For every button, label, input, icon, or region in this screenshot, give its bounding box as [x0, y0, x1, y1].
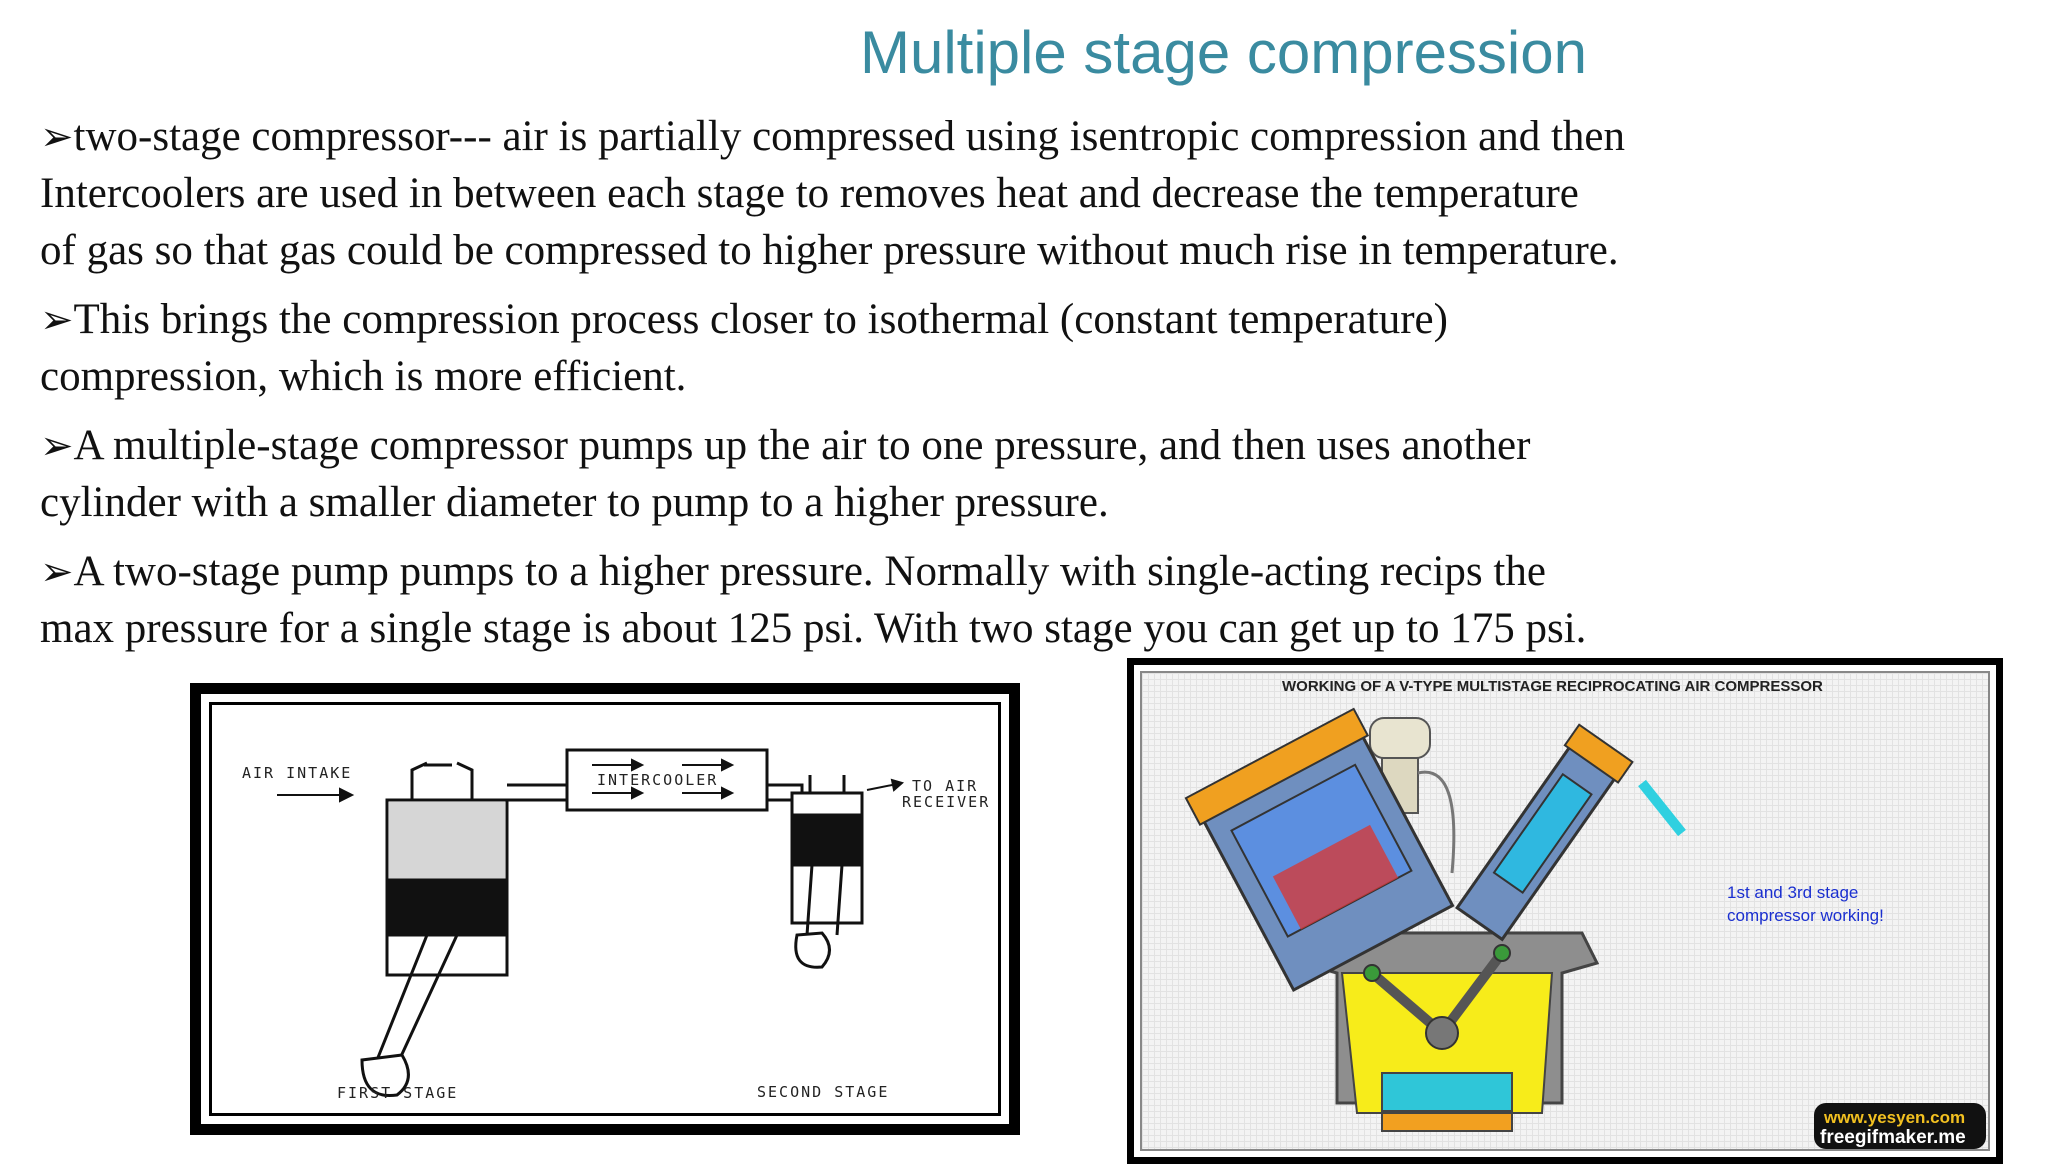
- v-type-compressor-figure: [1127, 658, 2003, 1164]
- watermark-line1: www.yesyen.com: [1824, 1108, 1966, 1127]
- second-stage-piston: [794, 815, 860, 865]
- bullet-line: ➢A two-stage pump pumps to a higher pressure. Normally with single-acting recips the: [40, 548, 1546, 595]
- receiver-label: RECEIVER: [902, 793, 991, 811]
- bullet-line: compression, which is more efficient.: [40, 353, 687, 400]
- diagram-frame: [209, 702, 1001, 1116]
- bullet-item: [40, 108, 2030, 279]
- watermark-badge: [1814, 1103, 1986, 1149]
- figure-frame: [1140, 671, 1990, 1151]
- first-stage-piston: [389, 880, 505, 935]
- first-stage-label: FIRST STAGE: [337, 1084, 459, 1102]
- bullet-arrow-icon: ➢: [40, 114, 74, 159]
- slide-title: Multiple stage compression: [860, 19, 1588, 86]
- watermark-line2: freegifmaker.me: [1820, 1127, 1966, 1148]
- compressor-schematic: [212, 705, 999, 1113]
- bullet-line: of gas so that gas could be compressed to higher pressure without much rise in temperature.: [40, 227, 1619, 274]
- intercooler-label: INTERCOOLER: [597, 771, 719, 789]
- bullet-item: [40, 543, 2030, 657]
- figure-caption: WORKING OF A V-TYPE MULTISTAGE RECIPROCATING AIR COMPRESSOR: [1282, 678, 1823, 695]
- bullet-arrow-icon: ➢: [40, 549, 74, 594]
- second-stage-label: SECOND STAGE: [757, 1083, 890, 1101]
- second-stage-cylinder: [1453, 725, 1632, 942]
- bullet-item: [40, 417, 2030, 531]
- v-type-compressor-illustration: [1142, 673, 1988, 1151]
- bullet-item: [40, 291, 2030, 405]
- bullet-list: [40, 108, 2030, 669]
- stage-note-line2: compressor working!: [1727, 906, 1884, 925]
- bullet-line: cylinder with a smaller diameter to pump to a higher pressure.: [40, 479, 1109, 526]
- bullet-arrow-icon: ➢: [40, 297, 74, 342]
- bullet-line: ➢two-stage compressor--- air is partially compressed using isentropic compression and then: [40, 113, 1626, 160]
- bullet-line: max pressure for a single stage is about 125 psi. With two stage you can get up to 175 psi.: [40, 605, 1587, 652]
- bullet-line: ➢This brings the compression process closer to isothermal (constant temperature): [40, 296, 1448, 343]
- air-intake-label: AIR INTAKE: [242, 764, 353, 782]
- two-stage-compressor-diagram: [190, 683, 1020, 1135]
- bullet-arrow-icon: ➢: [40, 423, 74, 468]
- bullet-line: Intercoolers are used in between each stage to removes heat and decrease the temperature: [40, 170, 1579, 217]
- stage-note-line1: 1st and 3rd stage: [1727, 883, 1859, 902]
- bullet-line: ➢A multiple-stage compressor pumps up the air to one pressure, and then uses another: [40, 422, 1531, 469]
- to-air-label: TO AIR: [912, 777, 979, 795]
